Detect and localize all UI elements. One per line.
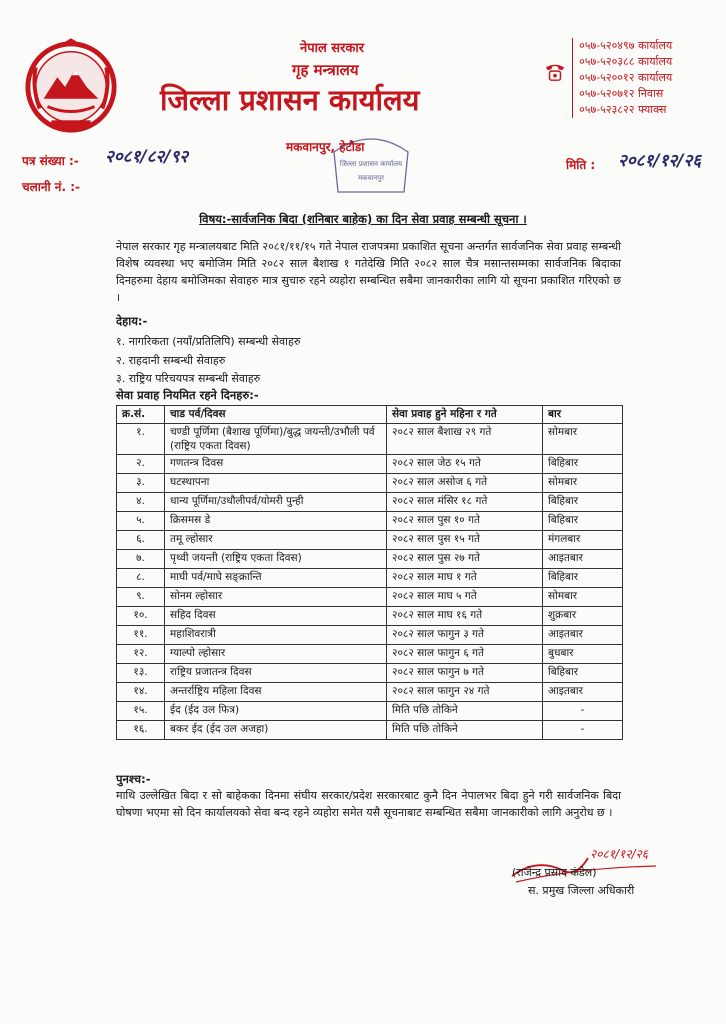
cell-date: २०८२ साल बैशाख २९ गते xyxy=(387,424,543,455)
cell-weekday: बुधबार xyxy=(543,645,623,664)
notice-body: नेपाल सरकार गृह मन्त्रालयबाट मिति २०८१/११/१५ गते नेपाल राजपत्रमा प्रकाशित सूचना अन्तर्गत सार्वजनिक सेवा प्रवाह सम्बन्धी विशेष व्यवस्था भए बमोजिम मिति २०८२ साल बैशाख १ गतेदेखि मिति २०८२ साल चैत्र मसान्तसम्मका सार्वजनिक बिदाका दिनहरुमा देहाय बमोजिमका सेवाहरु मात्र सुचारु रहने व्यहोरा सम्बन्धित सबैमा जानकारीका लागि यो सूचना प्रकाशित गरिएको छ । xyxy=(116,240,621,304)
reference-number: २०८१/८२/९२ xyxy=(105,147,189,167)
cell-weekday: सोमबार xyxy=(543,474,623,493)
cell-serial: ७. xyxy=(117,550,165,569)
phone-line: ०५७-५२०३८८ कार्यालय xyxy=(579,55,673,68)
cell-festival: घटस्थापना xyxy=(165,474,387,493)
phone-numbers xyxy=(572,38,672,118)
nepal-emblem-icon xyxy=(22,38,120,136)
cell-weekday: सोमबार xyxy=(543,424,623,455)
cell-date: २०८२ साल जेठ १५ गते xyxy=(387,455,543,474)
cell-weekday: सोमबार xyxy=(543,588,623,607)
table-row xyxy=(117,550,623,569)
cell-festival: तमू ल्होसार xyxy=(165,531,387,550)
cell-weekday: शुक्रबार xyxy=(543,607,623,626)
cell-serial: ४. xyxy=(117,493,165,512)
cell-date: मिति पछि तोकिने xyxy=(387,702,543,721)
cell-date: २०८२ साल पुस १५ गते xyxy=(387,531,543,550)
cell-festival: बकर ईद (ईद उल अजहा) xyxy=(165,721,387,740)
table-row xyxy=(117,493,623,512)
table-row xyxy=(117,702,623,721)
table-row xyxy=(117,588,623,607)
cell-serial: ५. xyxy=(117,512,165,531)
header-weekday: बार xyxy=(543,406,623,424)
cell-festival: राष्ट्रिय प्रजातन्त्र दिवस xyxy=(165,664,387,683)
cell-festival: पृथ्वी जयन्ती (राष्ट्रिय एकता दिवस) xyxy=(165,550,387,569)
cell-serial: १६. xyxy=(117,721,165,740)
cell-festival: गणतन्त्र दिवस xyxy=(165,455,387,474)
cell-festival: क्रिसमस डे xyxy=(165,512,387,531)
ministry-name: गृह मन्त्रालय xyxy=(292,61,359,79)
cell-date: मिति पछि तोकिने xyxy=(387,721,543,740)
government-name: नेपाल सरकार xyxy=(300,41,365,56)
cell-serial: ११. xyxy=(117,626,165,645)
table-row xyxy=(117,531,623,550)
table-row xyxy=(117,512,623,531)
dispatch-label: चलानी नं. :- xyxy=(22,180,80,194)
table-row xyxy=(117,424,623,455)
services-heading: देहाय:- xyxy=(116,314,148,328)
cell-serial: १५. xyxy=(117,702,165,721)
cell-serial: ९. xyxy=(117,588,165,607)
cell-weekday: बिहिबार xyxy=(543,493,623,512)
cell-festival: सोनम ल्होसार xyxy=(165,588,387,607)
table-row xyxy=(117,626,623,645)
cell-serial: १२. xyxy=(117,645,165,664)
telephone-icon xyxy=(544,62,566,82)
service-item: ३. राष्ट्रिय परिचयपत्र सम्बन्धी सेवाहरु xyxy=(116,372,261,385)
header-festival: चाड पर्व/दिवस xyxy=(165,406,387,424)
cell-festival: ग्याल्पो ल्होसार xyxy=(165,645,387,664)
phone-line: ०५७-५२०७१२ निवास xyxy=(579,87,664,100)
office-name: जिल्ला प्रशासन कार्यालय xyxy=(160,83,420,117)
stamp-text-office: जिल्ला प्रशासन कार्यालय xyxy=(339,160,403,168)
cell-festival: सहिद दिवस xyxy=(165,607,387,626)
signatory-title: स. प्रमुख जिल्ला अधिकारी xyxy=(528,884,635,897)
signature-date: २०८१/१२/२६ xyxy=(590,847,649,861)
cell-weekday: बिहिबार xyxy=(543,569,623,588)
service-item: १. नागरिकता (नयाँ/प्रतिलिपि) सम्बन्धी सेवाहरु xyxy=(116,335,301,348)
cell-serial: १०. xyxy=(117,607,165,626)
cell-festival: चण्डी पूर्णिमा (बैशाख पूर्णिमा)/बुद्ध जयन्ती/उभौली पर्व (राष्ट्रिय एकता दिवस) xyxy=(165,424,387,455)
table-row xyxy=(117,683,623,702)
cell-date: २०८२ साल फागुन २४ गते xyxy=(387,683,543,702)
cell-weekday: - xyxy=(543,702,623,721)
cell-date: २०८२ साल मंसिर १८ गते xyxy=(387,493,543,512)
cell-weekday: आइतबार xyxy=(543,550,623,569)
service-item: २. राहदानी सम्बन्धी सेवाहरु xyxy=(116,353,226,367)
cell-date: २०८२ साल फागुन ६ गते xyxy=(387,645,543,664)
table-heading: सेवा प्रवाह नियमित रहने दिनहरु:- xyxy=(116,388,259,402)
postscript-body: माथि उल्लेखित बिदा र सो बाहेकका दिनमा संघीय सरकार/प्रदेश सरकारबाट कुनै दिन नेपालभर बिदा हुने गरी सार्वजनिक बिदा घोषणा भएमा सो दिन कार्यालयको सेवा बन्द रहने व्यहोरा समेत यसै सूचनाबाट सम्बन्धित सबैमा जानकारीको लागि अनुरोध छ । xyxy=(116,789,621,819)
cell-serial: ३. xyxy=(117,474,165,493)
cell-date: २०८२ साल माघ ५ गते xyxy=(387,588,543,607)
table-row xyxy=(117,645,623,664)
phone-line: ०५७-५२०४९७ कार्यालय xyxy=(579,39,673,52)
stamp-text-district: मकवानपुर xyxy=(358,174,384,182)
cell-serial: २. xyxy=(117,455,165,474)
cell-weekday: मंगलबार xyxy=(543,531,623,550)
cell-serial: ८. xyxy=(117,569,165,588)
cell-weekday: बिहिबार xyxy=(543,512,623,531)
letter-date: २०८१/१२/२६ xyxy=(618,151,702,171)
holiday-table xyxy=(116,405,623,740)
cell-date: २०८२ साल फागुन ७ गते xyxy=(387,664,543,683)
cell-serial: १. xyxy=(117,424,165,455)
table-row xyxy=(117,721,623,740)
services-list xyxy=(116,333,300,389)
header-serial: क्र.सं. xyxy=(117,406,165,424)
cell-date: २०८२ साल पुस १० गते xyxy=(387,512,543,531)
phone-line: ०५७-५२००१२ कार्यालय xyxy=(579,71,673,84)
table-body xyxy=(117,424,623,740)
cell-date: २०८२ साल फागुन ३ गते xyxy=(387,626,543,645)
phone-line: ०५७-५२३८२२ फ्याक्स xyxy=(579,103,667,116)
cell-weekday: - xyxy=(543,721,623,740)
cell-festival: माघी पर्व/माघे सङ्क्रान्ति xyxy=(165,569,387,588)
cell-weekday: बिहिबार xyxy=(543,455,623,474)
table-header-row xyxy=(117,406,623,424)
cell-serial: १४. xyxy=(117,683,165,702)
cell-serial: ६. xyxy=(117,531,165,550)
cell-festival: महाशिवरात्री xyxy=(165,626,387,645)
cell-weekday: आइतबार xyxy=(543,626,623,645)
cell-festival: अन्तर्राष्ट्रिय महिला दिवस xyxy=(165,683,387,702)
cell-date: २०८२ साल माघ १ गते xyxy=(387,569,543,588)
reference-label: पत्र संख्या :- xyxy=(22,154,79,168)
subject-line xyxy=(0,212,726,227)
cell-date: २०८२ साल माघ १६ गते xyxy=(387,607,543,626)
cell-serial: १३. xyxy=(117,664,165,683)
cell-date: २०८२ साल असोज ६ गते xyxy=(387,474,543,493)
cell-date: २०८२ साल पुस २७ गते xyxy=(387,550,543,569)
table-row xyxy=(117,569,623,588)
table-row xyxy=(117,474,623,493)
subject-text: विषय:-सार्वजनिक बिदा (शनिबार बाहेक) का दिन सेवा प्रवाह सम्बन्धी सूचना । xyxy=(199,212,527,226)
signatory-name: (राजेन्द्र प्रसाद कंडेल) xyxy=(512,866,597,879)
office-location: मकवानपुर, हेटौडा xyxy=(286,140,365,154)
postscript-heading: पुनश्च:- xyxy=(116,772,151,786)
cell-festival: धान्य पूर्णिमा/उधौलीपर्व/योमरी पुन्ही xyxy=(165,493,387,512)
header-date: सेवा प्रवाह हुने महिना र गते xyxy=(387,406,543,424)
official-stamp xyxy=(330,132,412,198)
table-row xyxy=(117,664,623,683)
cell-weekday: आइतबार xyxy=(543,683,623,702)
table-row xyxy=(117,607,623,626)
date-label: मिति : xyxy=(566,158,596,172)
cell-festival: ईद (ईद उल फित्र) xyxy=(165,702,387,721)
cell-weekday: बिहिबार xyxy=(543,664,623,683)
table-row xyxy=(117,455,623,474)
